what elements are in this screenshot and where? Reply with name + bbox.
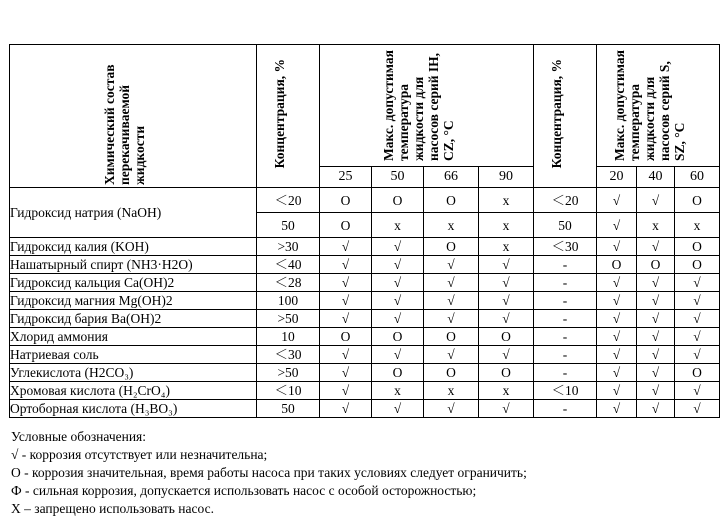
ih-compat-value: √ — [372, 346, 424, 364]
ih-compat-value: √ — [479, 400, 534, 418]
ih-compat-value: √ — [320, 364, 372, 382]
ih-compat-value: √ — [320, 238, 372, 256]
s-compat-value: √ — [597, 188, 637, 213]
s-compat-value: √ — [637, 382, 675, 400]
ih-compat-value: O — [320, 213, 372, 238]
s-compat-value: √ — [637, 292, 675, 310]
temp-ih-25: 25 — [320, 167, 372, 188]
concentration-s-value: - — [534, 364, 597, 382]
ih-compat-value: √ — [320, 310, 372, 328]
concentration-s-value: - — [534, 400, 597, 418]
ih-compat-value: √ — [424, 292, 479, 310]
ih-compat-value: O — [424, 238, 479, 256]
ih-compat-value: O — [372, 328, 424, 346]
ih-compat-value: √ — [320, 382, 372, 400]
concentration-ih-value: ＜40 — [257, 256, 320, 274]
s-compat-value: √ — [597, 382, 637, 400]
concentration-ih-value: ＜30 — [257, 346, 320, 364]
temp-ih-90: 90 — [479, 167, 534, 188]
s-compat-value: √ — [597, 213, 637, 238]
s-compat-value: √ — [597, 346, 637, 364]
s-compat-value: √ — [637, 364, 675, 382]
s-compat-value: x — [637, 213, 675, 238]
s-compat-value: √ — [597, 292, 637, 310]
s-compat-value: √ — [675, 346, 720, 364]
concentration-s-value: 50 — [534, 213, 597, 238]
ih-compat-value: O — [320, 328, 372, 346]
s-compat-value: √ — [675, 400, 720, 418]
legend-item-f: Ф - сильная коррозия, допускается использовать насос с особой осторожностью; — [11, 483, 477, 498]
concentration-ih-value: 50 — [257, 213, 320, 238]
ih-compat-value: x — [479, 213, 534, 238]
ih-compat-value: √ — [424, 310, 479, 328]
s-compat-value: O — [637, 256, 675, 274]
chemical-name: Нашатырный спирт (NH3·H2O) — [10, 256, 257, 274]
ih-compat-value: √ — [320, 274, 372, 292]
ih-compat-value: √ — [479, 310, 534, 328]
concentration-ih-value: 100 — [257, 292, 320, 310]
s-compat-value: √ — [675, 382, 720, 400]
concentration-s-value: - — [534, 328, 597, 346]
concentration-ih-value: >50 — [257, 364, 320, 382]
s-compat-value: O — [675, 364, 720, 382]
chemical-compatibility-table — [9, 44, 720, 418]
s-compat-value: √ — [637, 328, 675, 346]
composition-header-text: Химический состав перекачиваемой жидкости — [102, 63, 147, 185]
chemical-name: Гидроксид кальция Ca(OH)2 — [10, 274, 257, 292]
s-compat-value: √ — [637, 188, 675, 213]
concentration-ih-value: 10 — [257, 328, 320, 346]
concentration-ih-value: >30 — [257, 238, 320, 256]
s-compat-value: √ — [675, 328, 720, 346]
ih-compat-value: √ — [320, 346, 372, 364]
ih-compat-value: √ — [320, 292, 372, 310]
ih-compat-value: √ — [372, 256, 424, 274]
concentration-ih-value: ＜28 — [257, 274, 320, 292]
composition-header — [10, 45, 257, 188]
concentration-ih-value: ＜20 — [257, 188, 320, 213]
chemical-name: Хлорид аммония — [10, 328, 257, 346]
concentration-header-s — [534, 45, 597, 188]
legend-title: Условные обозначения: — [11, 429, 147, 444]
concentration-s-value: ＜10 — [534, 382, 597, 400]
ih-compat-value: √ — [372, 238, 424, 256]
ih-compat-value: O — [320, 188, 372, 213]
legend-item-o: O - коррозия значительная, время работы насоса при таких условиях следует ограничить; — [11, 465, 527, 480]
ih-compat-value: √ — [372, 292, 424, 310]
concentration-header-ih — [257, 45, 320, 188]
concentration-s-value: - — [534, 292, 597, 310]
concentration-s-value: - — [534, 346, 597, 364]
ih-compat-value: √ — [320, 256, 372, 274]
s-compat-value: √ — [637, 346, 675, 364]
s-compat-value: O — [675, 238, 720, 256]
temp-s-20: 20 — [597, 167, 637, 188]
chemical-name: Гидроксид калия (KOH) — [10, 238, 257, 256]
ih-compat-value: x — [372, 382, 424, 400]
s-compat-value: O — [597, 256, 637, 274]
concentration-s-value: ＜30 — [534, 238, 597, 256]
s-compat-value: √ — [675, 274, 720, 292]
table-row — [10, 364, 720, 382]
table-row — [10, 292, 720, 310]
ih-compat-value: O — [424, 328, 479, 346]
s-compat-value: √ — [637, 274, 675, 292]
concentration-s-value: - — [534, 310, 597, 328]
ih-compat-value: O — [479, 364, 534, 382]
chemical-name: Гидроксид бария Ba(OH)2 — [10, 310, 257, 328]
table-row — [10, 310, 720, 328]
ih-compat-value: x — [479, 238, 534, 256]
ih-compat-value: √ — [424, 256, 479, 274]
ih-compat-value: √ — [479, 346, 534, 364]
temp-ih-66: 66 — [424, 167, 479, 188]
temp-ih-50: 50 — [372, 167, 424, 188]
concentration-header-ih-text: Концентрация, % — [272, 58, 287, 169]
table-header — [10, 45, 720, 188]
max-temp-header-ih-text: Макс. допустимая температура жидкости для насосов серий IH, CZ, °C — [380, 50, 456, 161]
ih-compat-value: √ — [372, 400, 424, 418]
s-compat-value: √ — [675, 292, 720, 310]
table-row — [10, 238, 720, 256]
ih-compat-value: O — [424, 364, 479, 382]
concentration-s-value: - — [534, 256, 597, 274]
chemical-name: Хромовая кислота (H₂CrO₄) — [10, 382, 257, 400]
ih-compat-value: √ — [424, 400, 479, 418]
chemical-name: Гидроксид натрия (NaOH) — [10, 188, 257, 238]
ih-compat-value: O — [372, 364, 424, 382]
ih-compat-value: √ — [479, 292, 534, 310]
s-compat-value: √ — [597, 328, 637, 346]
ih-compat-value: √ — [320, 400, 372, 418]
legend — [11, 428, 527, 518]
s-compat-value: √ — [637, 310, 675, 328]
ih-compat-value: x — [479, 188, 534, 213]
s-compat-value: √ — [597, 274, 637, 292]
table-row — [10, 382, 720, 400]
temp-s-60: 60 — [675, 167, 720, 188]
temp-s-40: 40 — [637, 167, 675, 188]
s-compat-value: √ — [597, 310, 637, 328]
ih-compat-value: x — [424, 382, 479, 400]
max-temp-header-s — [597, 45, 720, 167]
s-compat-value: O — [675, 188, 720, 213]
concentration-s-value: - — [534, 274, 597, 292]
concentration-s-value: ＜20 — [534, 188, 597, 213]
s-compat-value: √ — [637, 238, 675, 256]
ih-compat-value: x — [372, 213, 424, 238]
ih-compat-value: √ — [424, 274, 479, 292]
s-compat-value: √ — [597, 364, 637, 382]
table-row — [10, 328, 720, 346]
max-temp-header-ih — [320, 45, 534, 167]
legend-item-check: √ - коррозия отсутствует или незначительна; — [11, 447, 268, 462]
concentration-ih-value: ＜10 — [257, 382, 320, 400]
ih-compat-value: √ — [372, 310, 424, 328]
table-row — [10, 346, 720, 364]
chemical-name: Ортоборная кислота (H₃BO₃) — [10, 400, 257, 418]
table-row — [10, 400, 720, 418]
concentration-header-s-text: Концентрация, % — [549, 58, 564, 169]
chemical-name: Натриевая соль — [10, 346, 257, 364]
max-temp-header-s-text: Макс. допустимая температура жидкости для насосов серий S, SZ, °C — [612, 50, 687, 161]
ih-compat-value: x — [424, 213, 479, 238]
ih-compat-value: O — [372, 188, 424, 213]
ih-compat-value: √ — [424, 346, 479, 364]
s-compat-value: √ — [597, 400, 637, 418]
s-compat-value: √ — [597, 238, 637, 256]
legend-item-x: X – запрещено использовать насос. — [11, 501, 214, 516]
ih-compat-value: √ — [372, 274, 424, 292]
s-compat-value: √ — [675, 310, 720, 328]
concentration-ih-value: >50 — [257, 310, 320, 328]
chemical-name: Гидроксид магния Mg(OH)2 — [10, 292, 257, 310]
s-compat-value: O — [675, 256, 720, 274]
s-compat-value: √ — [637, 400, 675, 418]
concentration-ih-value: 50 — [257, 400, 320, 418]
s-compat-value: x — [675, 213, 720, 238]
table-body — [10, 188, 720, 418]
ih-compat-value: O — [424, 188, 479, 213]
table-row — [10, 256, 720, 274]
ih-compat-value: √ — [479, 256, 534, 274]
ih-compat-value: x — [479, 382, 534, 400]
ih-compat-value: √ — [479, 274, 534, 292]
table-row — [10, 188, 720, 213]
table-row — [10, 274, 720, 292]
ih-compat-value: O — [479, 328, 534, 346]
chemical-name: Углекислота (H2CO₃) — [10, 364, 257, 382]
